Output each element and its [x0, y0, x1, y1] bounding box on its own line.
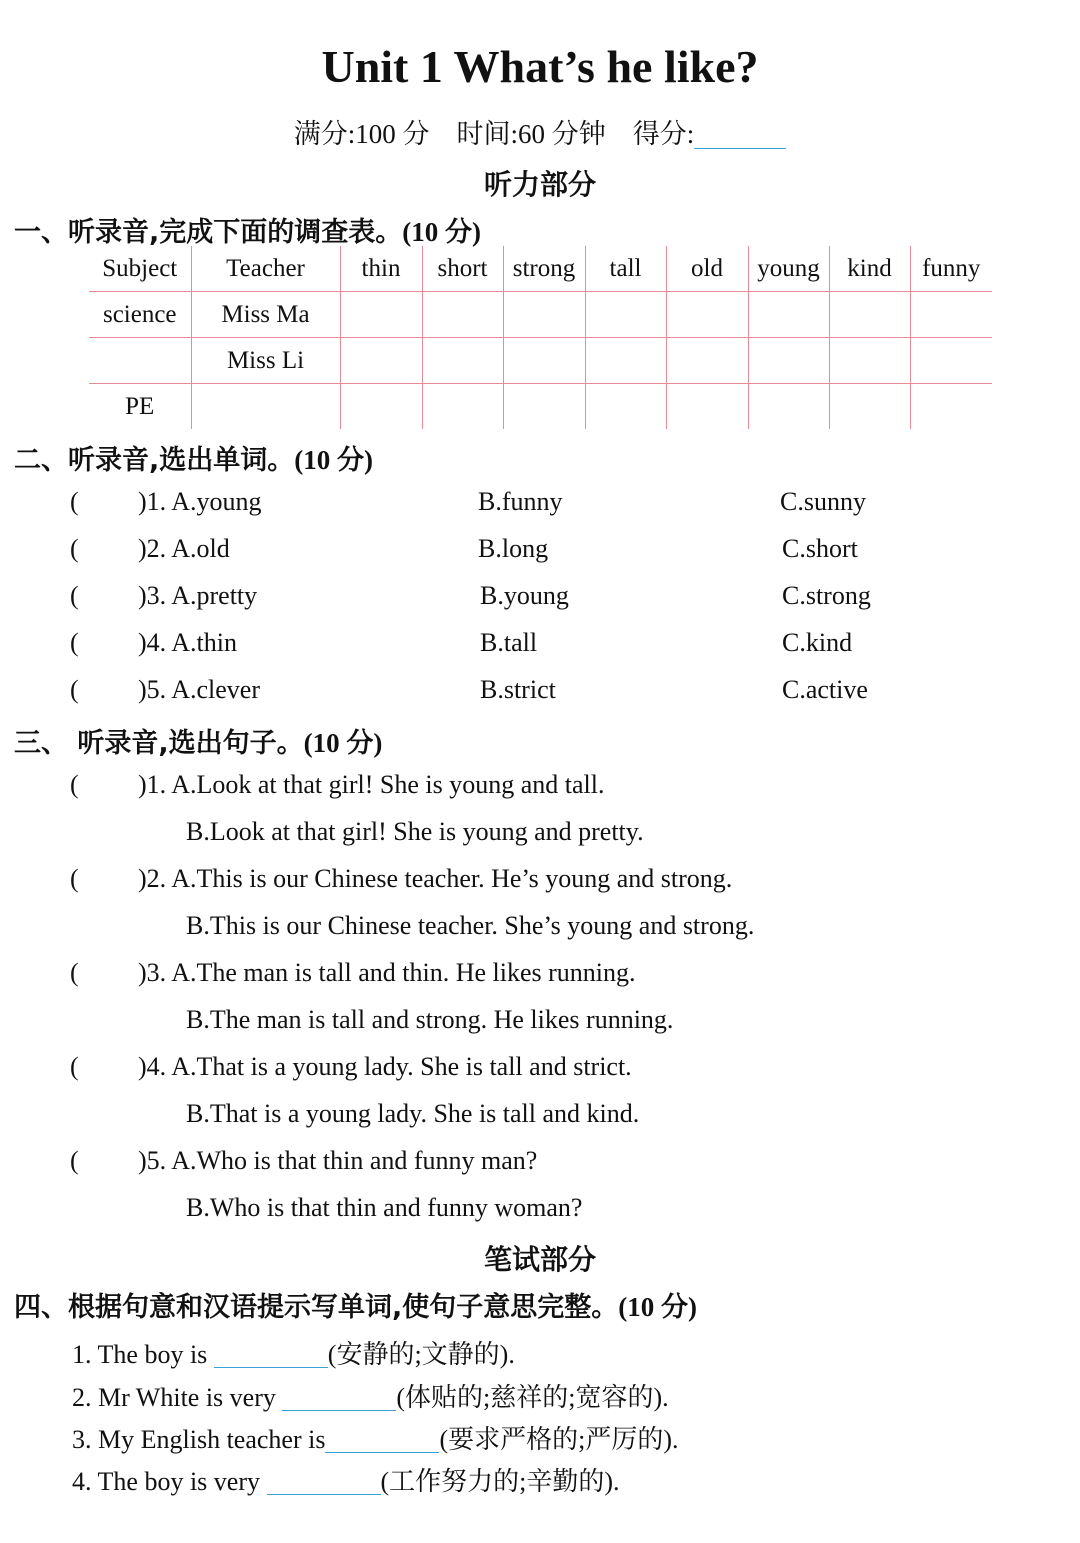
answer-bracket[interactable]: (	[70, 1052, 79, 1081]
answer-bracket[interactable]: (	[70, 1146, 79, 1175]
answer-cell[interactable]	[585, 292, 666, 338]
answer-cell[interactable]	[503, 292, 585, 338]
answer-blank[interactable]	[267, 1470, 381, 1495]
question-4-heading	[14, 1285, 697, 1324]
sentence-option-b: B.This is our Chinese teacher. She’s young and strong.	[186, 911, 755, 940]
fill-in-prefix: 1. The boy is	[72, 1340, 214, 1369]
exam-meta	[0, 112, 1080, 151]
header-cell: short	[422, 246, 503, 292]
answer-cell[interactable]	[829, 292, 910, 338]
teacher-cell: Miss Li	[191, 338, 340, 384]
answer-cell[interactable]	[422, 292, 503, 338]
question-3-text: 三、 听录音,选出句子。	[14, 728, 304, 759]
question-1-text: 一、听录音,完成下面的调查表。	[14, 217, 403, 248]
fill-in-prefix: 4. The boy is very	[72, 1467, 267, 1496]
answer-cell[interactable]	[666, 338, 748, 384]
question-2-score: (10 分)	[294, 445, 373, 475]
header-cell: thin	[340, 246, 422, 292]
answer-bracket[interactable]: (	[70, 534, 79, 563]
answer-cell[interactable]	[340, 338, 422, 384]
option-c: C.active	[782, 675, 868, 704]
chinese-hint: (工作努力的;辛勤的).	[380, 1467, 620, 1496]
list-item: )4. A.thin	[138, 628, 237, 657]
answer-bracket[interactable]: (	[70, 581, 79, 610]
header-cell: funny	[910, 246, 992, 292]
full-score: 满分:100 分	[293, 119, 430, 149]
answer-cell[interactable]	[340, 384, 422, 430]
table-header-row	[89, 246, 992, 292]
header-cell: young	[748, 246, 829, 292]
section-writing: 笔试部分	[483, 1243, 596, 1276]
sentence-option-a: )5. A.Who is that thin and funny man?	[138, 1146, 538, 1175]
answer-cell[interactable]	[503, 384, 585, 430]
option-b: B.long	[478, 534, 549, 563]
table-row	[89, 292, 992, 338]
answer-cell[interactable]	[422, 384, 503, 430]
question-4-text: 四、根据句意和汉语提示写单词,使句子意思完整。	[14, 1292, 619, 1323]
sentence-option-b: B.The man is tall and strong. He likes running.	[186, 1005, 674, 1034]
list-item: )2. A.old	[138, 534, 230, 563]
answer-cell[interactable]	[748, 384, 829, 430]
score-label: 得分:	[632, 119, 695, 149]
question-1-score: (10 分)	[402, 217, 481, 247]
question-2-text: 二、听录音,选出单词。	[14, 445, 295, 476]
answer-cell[interactable]	[910, 384, 992, 430]
list-item: )1. A.young	[138, 487, 262, 516]
header-cell: tall	[585, 246, 666, 292]
option-c: C.kind	[782, 628, 853, 657]
option-b: B.funny	[478, 487, 563, 516]
answer-cell[interactable]	[829, 384, 910, 430]
question-3-heading	[14, 721, 382, 760]
question-1-heading	[14, 210, 481, 249]
subject-cell: science	[89, 292, 191, 338]
fill-in-item	[72, 1461, 620, 1498]
fill-in-prefix: 2. Mr White is very	[72, 1383, 283, 1412]
answer-blank[interactable]	[214, 1343, 328, 1368]
question-3-score: (10 分)	[303, 728, 383, 758]
table-row	[89, 384, 992, 430]
answer-cell[interactable]	[910, 292, 992, 338]
answer-blank[interactable]	[325, 1428, 439, 1453]
answer-cell[interactable]	[340, 292, 422, 338]
fill-in-item	[72, 1377, 669, 1414]
answer-cell[interactable]	[422, 338, 503, 384]
answer-bracket[interactable]: (	[70, 958, 79, 987]
sentence-option-a: )3. A.The man is tall and thin. He likes running.	[138, 958, 636, 987]
option-b: B.young	[480, 581, 569, 610]
answer-blank[interactable]	[282, 1386, 396, 1411]
header-cell: strong	[503, 246, 585, 292]
option-b: B.tall	[480, 628, 538, 657]
header-cell: old	[666, 246, 748, 292]
answer-cell[interactable]	[666, 292, 748, 338]
sentence-option-b: B.Look at that girl! She is young and pretty.	[186, 817, 644, 846]
chinese-hint: (要求严格的;严厉的).	[439, 1425, 679, 1454]
answer-bracket[interactable]: (	[70, 487, 79, 516]
header-cell: Subject	[89, 246, 191, 292]
answer-cell[interactable]	[829, 338, 910, 384]
teacher-cell: Miss Ma	[191, 292, 340, 338]
header-cell: Teacher	[191, 246, 340, 292]
answer-cell[interactable]	[585, 384, 666, 430]
fill-in-item	[72, 1334, 515, 1371]
chinese-hint: (安静的;文静的).	[327, 1340, 515, 1369]
fill-in-prefix: 3. My English teacher is	[72, 1425, 326, 1454]
answer-cell[interactable]	[748, 292, 829, 338]
question-4-score: (10 分)	[618, 1292, 697, 1322]
teacher-cell[interactable]	[191, 384, 340, 430]
answer-bracket[interactable]: (	[70, 628, 79, 657]
option-c: C.sunny	[780, 487, 866, 516]
sentence-option-b: B.Who is that thin and funny woman?	[186, 1193, 583, 1222]
answer-cell[interactable]	[910, 338, 992, 384]
answer-cell[interactable]	[748, 338, 829, 384]
answer-cell[interactable]	[503, 338, 585, 384]
sentence-option-a: )2. A.This is our Chinese teacher. He’s young and strong.	[138, 864, 733, 893]
chinese-hint: (体贴的;慈祥的;宽容的).	[396, 1383, 669, 1412]
fill-in-item	[72, 1419, 679, 1456]
list-item: )3. A.pretty	[138, 581, 258, 610]
list-item: )5. A.clever	[138, 675, 261, 704]
page-title: Unit 1 What’s he like?	[321, 41, 759, 92]
table-row	[89, 338, 992, 384]
sentence-option-a: )4. A.That is a young lady. She is tall and strict.	[138, 1052, 632, 1081]
survey-table	[89, 246, 992, 429]
section-listening: 听力部分	[483, 168, 596, 201]
answer-cell[interactable]	[666, 384, 748, 430]
header-cell: kind	[829, 246, 910, 292]
option-b: B.strict	[480, 675, 556, 704]
answer-bracket[interactable]: (	[70, 675, 79, 704]
answer-bracket[interactable]: (	[70, 864, 79, 893]
question-2-heading	[14, 438, 373, 477]
sentence-option-a: )1. A.Look at that girl! She is young and tall.	[138, 770, 605, 799]
option-c: C.strong	[782, 581, 871, 610]
score-blank[interactable]	[694, 124, 786, 149]
option-c: C.short	[782, 534, 858, 563]
time-limit: 时间:60 分钟	[456, 119, 606, 149]
sentence-option-b: B.That is a young lady. She is tall and kind.	[186, 1099, 640, 1128]
subject-cell[interactable]	[89, 338, 191, 384]
subject-cell: PE	[89, 384, 191, 430]
answer-bracket[interactable]: (	[70, 770, 79, 799]
answer-cell[interactable]	[585, 338, 666, 384]
